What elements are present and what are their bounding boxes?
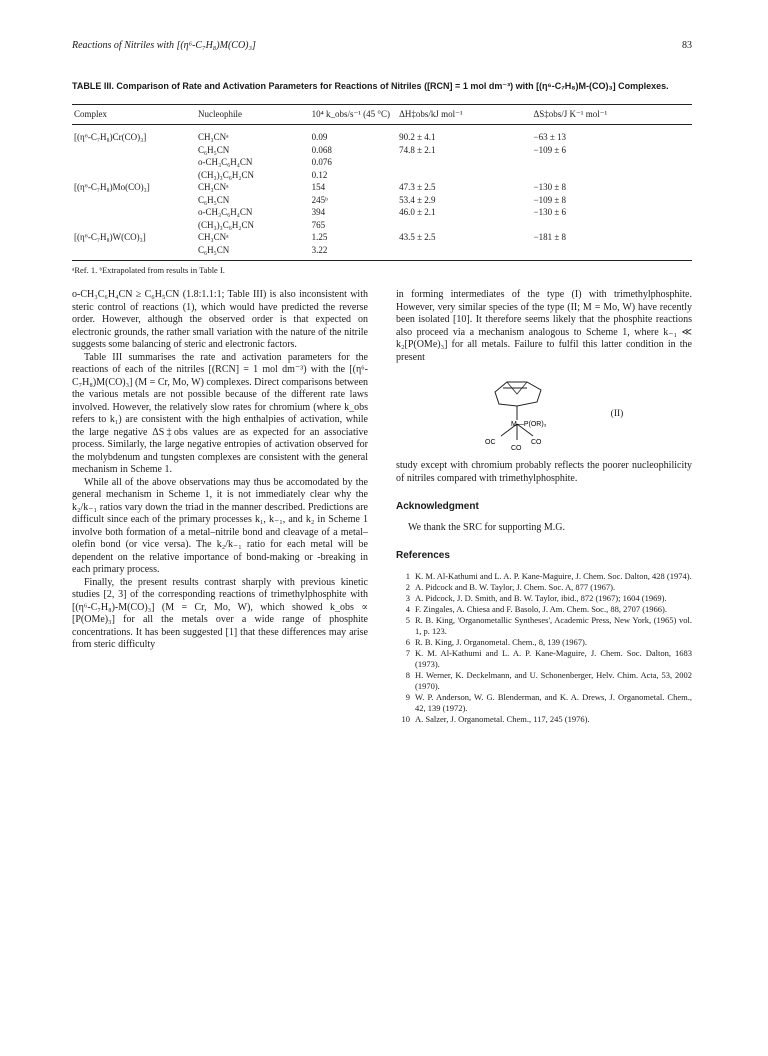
reference-item	[396, 692, 692, 714]
reference-text: K. M. Al-Kathumi and L. A. P. Kane-Maguire, J. Chem. Soc. Dalton, 428 (1974).	[415, 570, 692, 581]
cell-complex	[72, 244, 196, 261]
reference-text: W. P. Anderson, W. G. Blenderman, and K. A. Drews, J. Organometal. Chem., 42, 139 (1972).	[415, 691, 692, 713]
structure-co-bottom: CO	[510, 445, 522, 452]
cell-complex	[72, 156, 196, 169]
paragraph: study except with chromium probably reflects the poorer nucleophilicity of nitriles compared with trimethylphosphite.	[396, 460, 692, 484]
reference-item	[396, 582, 692, 593]
cell-complex	[72, 219, 196, 232]
reference-text: R. B. King, 'Organometallic Syntheses', Academic Press, New York, (1965) vol. 1, p. 123.	[415, 614, 692, 636]
structure-label: (II)	[610, 408, 624, 419]
reference-text: A. Salzer, J. Organometal. Chem., 117, 245 (1976).	[415, 713, 590, 724]
cell-entropy: −130 ± 8	[533, 182, 567, 192]
cell-nucleophile: C₆H₅CN	[198, 194, 230, 205]
cell-enthalpy: 43.5 ± 2.5	[399, 232, 436, 242]
cell-rate: 245ᵇ	[311, 194, 328, 205]
table-row	[72, 219, 692, 232]
table-row	[72, 244, 692, 261]
cell-nucleophile: C₆H₅CN	[198, 144, 230, 155]
table-row	[72, 156, 692, 169]
left-column	[72, 289, 368, 725]
cell-enthalpy: 53.4 ± 2.9	[399, 194, 436, 205]
reference-item	[396, 604, 692, 615]
reference-text: A. Pidcock, J. D. Smith, and B. W. Taylor, ibid., 872 (1967); 1604 (1969).	[415, 592, 667, 603]
table-caption: TABLE III. Comparison of Rate and Activation Parameters for Reactions of Nitriles ([RCN] = 1 mol dm⁻³) with [(η⁶-C₇H₈)M-(CO)₃] Complexes.	[72, 81, 669, 91]
cell-complex	[72, 169, 196, 182]
reference-item	[396, 714, 692, 725]
table-row	[72, 206, 692, 219]
acknowledgment-text: We thank the SRC for supporting M.G.	[408, 521, 565, 533]
journal-page	[72, 40, 692, 725]
reference-item	[396, 571, 692, 582]
table-row	[72, 194, 692, 207]
rate-table	[72, 104, 692, 261]
right-column	[396, 289, 692, 725]
cell-rate: 765	[311, 219, 326, 230]
col-header-nucleophile: Nucleophile	[198, 109, 242, 119]
cell-rate: 0.12	[311, 169, 328, 180]
cell-rate: 0.076	[311, 157, 332, 167]
reference-number: 3	[405, 592, 410, 603]
table-header-row	[72, 105, 692, 125]
reference-list	[396, 571, 692, 725]
cell-complex	[72, 206, 196, 219]
table-footnotes: ᵃRef. 1. ᵇExtrapolated from results in Table I.	[72, 265, 225, 275]
running-head	[72, 40, 692, 54]
table-row	[72, 144, 692, 157]
cell-nucleophile: C₆H₅CN	[198, 244, 230, 255]
cell-complex	[72, 144, 196, 157]
reference-number: 8	[405, 669, 410, 680]
cell-rate: 154	[311, 182, 326, 192]
structure-diagram	[465, 374, 575, 454]
cell-complex: [(η⁶-C₇H₈)W(CO)₃]	[74, 232, 146, 242]
running-title: Reactions of Nitriles with [(η⁶-C₇H₈)M(CO)₃]	[72, 40, 256, 51]
structure-metal: M—P(OR)₃	[510, 421, 547, 428]
cell-enthalpy	[397, 169, 531, 182]
reference-text: K. M. Al-Kathumi and L. A. P. Kane-Maguire, J. Chem. Soc. Dalton, 1683 (1973).	[415, 647, 692, 669]
cell-entropy	[532, 156, 693, 169]
table-body	[72, 125, 692, 261]
cell-nucleophile: o-CH₃C₆H₄CN	[198, 207, 253, 217]
paragraph: in forming intermediates of the type (I) with trimethylphosphite. However, very similar species of the type (II; M = Mo, W) have recently been isolated [10]. It therefore seems likely that the phosphite reactions also proceed via a mechanism analogous to Scheme 1, where k₋₁ ≪ k₂[P(OMe)₃] for all metals. Failure to fulfil this latter condition in the present	[396, 289, 692, 363]
acknowledgment-heading: Acknowledgment	[396, 501, 479, 512]
cell-entropy: −181 ± 8	[533, 232, 567, 242]
cell-complex: [(η⁶-C₇H₈)Cr(CO)₃]	[74, 132, 147, 142]
page-number: 83	[682, 40, 692, 51]
structure-co-left: OC	[484, 439, 496, 446]
reference-item	[396, 615, 692, 637]
reference-number: 9	[405, 691, 410, 702]
cell-entropy: −109 ± 8	[533, 194, 567, 205]
reference-number: 5	[405, 614, 410, 625]
reference-item	[396, 637, 692, 648]
cell-nucleophile: CH₃CNᵃ	[198, 132, 229, 142]
cell-enthalpy	[397, 156, 531, 169]
cell-enthalpy: 46.0 ± 2.1	[399, 207, 436, 217]
cell-rate: 0.068	[311, 144, 332, 155]
cell-rate: 0.09	[311, 132, 328, 142]
cell-enthalpy	[397, 219, 531, 232]
cell-enthalpy: 74.8 ± 2.1	[399, 144, 436, 155]
structure-figure	[396, 374, 692, 454]
cell-nucleophile: CH₃CNᵃ	[198, 182, 229, 192]
reference-text: A. Pidcock and B. W. Taylor, J. Chem. Soc. A, 877 (1967).	[415, 581, 616, 592]
cell-entropy	[532, 169, 693, 182]
structure-co-right: CO	[530, 439, 542, 446]
cell-enthalpy	[397, 244, 531, 261]
cell-rate: 1.25	[311, 232, 328, 242]
cell-entropy: −130 ± 6	[533, 207, 567, 217]
reference-number: 10	[401, 713, 410, 724]
reference-text: F. Zingales, A. Chiesa and F. Basolo, J. Am. Chem. Soc., 88, 2707 (1966).	[415, 603, 667, 614]
cell-rate: 3.22	[311, 244, 328, 255]
reference-number: 6	[405, 636, 410, 647]
paragraph: While all of the above observations may thus be accomodated by the general mechanism in Scheme 1, it is not immediately clear why the k₂/k₋₁ ratios vary down the triad in the manner described. Predictions are difficult since each of the primary processes k₁, k₋₁, and k₂ in Scheme 1 involve both formation of a metal–nitrile bond and cleavage of a metal–olefin bond (or vice versa). The k₂/k₋₁ ratio for each metal will be dependent on the relative importance of bond-making or -breaking in each primary process.	[72, 476, 368, 575]
reference-number: 4	[405, 603, 410, 614]
table-row	[72, 125, 692, 144]
reference-number: 7	[405, 647, 410, 658]
cell-enthalpy: 47.3 ± 2.5	[399, 182, 436, 192]
cell-nucleophile: (CH₃)₃C₆H₂CN	[198, 169, 255, 180]
paragraph: Table III summarises the rate and activation parameters for the reactions of each of the nitriles [(RCN] = 1 mol dm⁻³) with the [(η⁶-C₇H₈)M(CO)₃] (M = Cr, Mo, W) complexes. Direct comparisons between the various metals are not possible because of the different rate laws involved. However, the relatively slow rates for chromium (where k_obs refers to k₁) are consistent with the high enthalpies of activation, while the large negative ΔS‡obs values are as expected for an associative process. Similarly, the large negative entropies of activation observed for the molybdenum and tungsten complexes are consistent with the general mechanism in Scheme 1.	[72, 351, 369, 475]
paragraph: o-CH₃C₆H₄CN ≥ C₆H₅CN (1.8:1.1:1; Table III) is also inconsistent with steric control of reactions (1), which would have predicted the reverse order. However, although the observed order is that expected on electronic grounds, the rather small variation with the nature of the nitrile suggests some balancing of steric and electronic factors.	[72, 289, 368, 350]
cell-enthalpy: 90.2 ± 4.1	[399, 132, 436, 142]
reference-number: 2	[405, 581, 410, 592]
references-heading: References	[396, 550, 450, 561]
reference-item	[396, 648, 692, 670]
reference-text: R. B. King, J. Organometal. Chem., 8, 139 (1967).	[415, 636, 587, 647]
cell-nucleophile: o-CH₃C₆H₄CN	[198, 157, 253, 167]
reference-item	[396, 593, 692, 604]
paragraph: Finally, the present results contrast sharply with previous kinetic studies [2, 3] of the corresponding reactions of trimethylphosphite with [(η⁶-C₇H₈)-M(CO)₃] (M = Cr, Mo, W), which showed k_obs ∝ [P(OMe)₃] for all the metals over a wide range of phosphite concentrations. It has been suggested [1] that these differences may arise from steric difficulty	[72, 576, 368, 650]
cell-entropy	[532, 244, 693, 261]
cell-nucleophile: CH₃CNᵃ	[198, 232, 229, 242]
cell-entropy	[532, 219, 693, 232]
cell-entropy: −109 ± 6	[533, 144, 567, 155]
col-header-entropy: ΔS‡obs/J K⁻¹ mol⁻¹	[533, 109, 608, 119]
cell-nucleophile: (CH₃)₃C₆H₂CN	[198, 219, 255, 230]
cell-entropy: −63 ± 13	[533, 132, 567, 142]
col-header-complex: Complex	[74, 109, 107, 119]
body-columns	[72, 289, 692, 725]
cell-complex: [(η⁶-C₇H₈)Mo(CO)₃]	[74, 182, 150, 192]
table-row	[72, 169, 692, 182]
table-row	[72, 181, 692, 194]
col-header-enthalpy: ΔH‡obs/kJ mol⁻¹	[399, 109, 463, 119]
col-header-rate: 10⁴ k_obs/s⁻¹ (45 °C)	[311, 109, 391, 119]
reference-number: 1	[405, 570, 410, 581]
reference-item	[396, 670, 692, 692]
reference-text: H. Werner, K. Deckelmann, and U. Schonenberger, Helv. Chim. Acta, 53, 2002 (1970).	[415, 669, 692, 691]
cell-rate: 394	[311, 207, 326, 217]
cell-complex	[72, 194, 196, 207]
table-row	[72, 231, 692, 244]
